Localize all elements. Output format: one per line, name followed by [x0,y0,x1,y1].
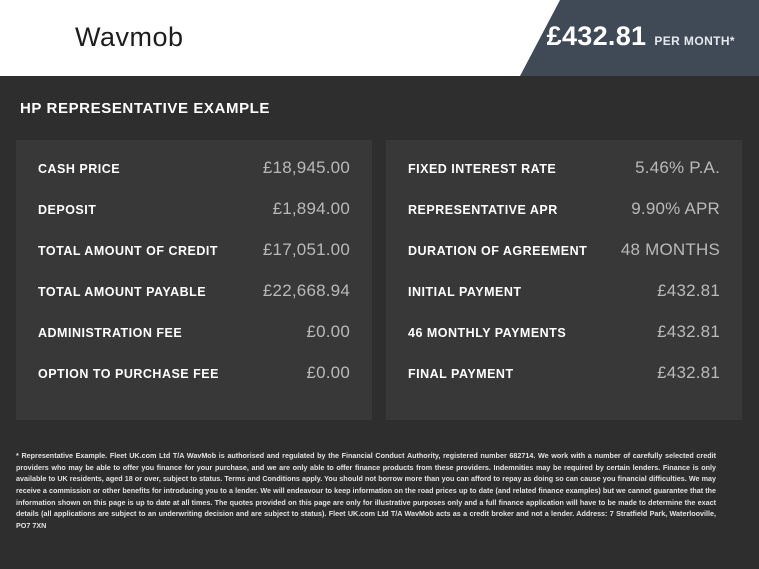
row-value: 48 MONTHS [620,240,720,259]
page-header [0,0,759,76]
table-row [16,240,372,281]
row-value: £432.81 [657,281,720,300]
row-label: ADMINISTRATION FEE [38,326,183,340]
row-label: FINAL PAYMENT [408,367,514,381]
row-value: £18,945.00 [262,158,350,177]
row-value: £0.00 [306,363,350,382]
price-period-label: PER MONTH* [654,34,735,48]
row-value: £432.81 [657,363,720,382]
table-row [16,281,372,322]
row-label: INITIAL PAYMENT [408,285,522,299]
row-label: DURATION OF AGREEMENT [408,244,588,258]
table-row [386,158,742,199]
row-value: £432.81 [657,322,720,341]
table-row [16,322,372,363]
table-row [386,322,742,363]
row-label: 46 MONTHLY PAYMENTS [408,326,567,340]
table-row [386,199,742,240]
row-label: OPTION TO PURCHASE FEE [38,367,219,381]
price-amount: £432.81 [546,21,647,51]
finance-panel-right [386,140,742,420]
row-value: £1,894.00 [272,199,350,218]
table-row [386,363,742,404]
row-value: 5.46% P.A. [635,158,720,177]
table-row [16,199,372,240]
row-value: £0.00 [306,322,350,341]
table-row [16,363,372,404]
disclaimer-text: * Representative Example. Fleet UK.com Ltd T/A WavMob is authorised and regulated by the Financial Conduct Authority, registered number 682714. We work with a number of carefully selected credit providers who may be able to offer you finance for your purchase, and we are only able to offer finance products from these providers. Indemnities may be required by certain lenders. Finance is only available to UK residents, aged 18 or over, subject to status. Terms and Conditions apply. You should not borrow more than you can afford to repay as doing so can cause you financial difficulties. We may receive a commission or other benefits for introducing you to a lender. We will endeavour to keep information on the road prices up to date (and related finance examples) but we cannot guarantee that the information shown on this page is up to date at all times. The quotes provided on this page are only for illustrative purposes only and a full finance application will have to be made to determine the exact details (all applications are subject to an underwriting decision and are subject to status). Fleet UK.com Ltd T/A WavMob acts as a credit broker and not a lender. Address: 7 Stratfield Park, Waterlooville, PO7 7XN [16,451,716,530]
row-label: FIXED INTEREST RATE [408,162,557,176]
row-value: £17,051.00 [262,240,350,259]
monthly-price [547,21,735,52]
row-label: REPRESENTATIVE APR [408,203,558,217]
table-row [16,158,372,199]
row-label: TOTAL AMOUNT OF CREDIT [38,244,218,258]
row-label: DEPOSIT [38,203,97,217]
brand-logo: Wavmob [75,22,184,52]
finance-details-panels [16,140,743,420]
row-value: £22,668.94 [262,281,350,300]
page-title: HP REPRESENTATIVE EXAMPLE [20,100,271,117]
finance-panel-left [16,140,372,420]
table-row [386,240,742,281]
table-row [386,281,742,322]
row-label: CASH PRICE [38,162,121,176]
row-value: 9.90% APR [631,199,720,218]
row-label: TOTAL AMOUNT PAYABLE [38,285,207,299]
